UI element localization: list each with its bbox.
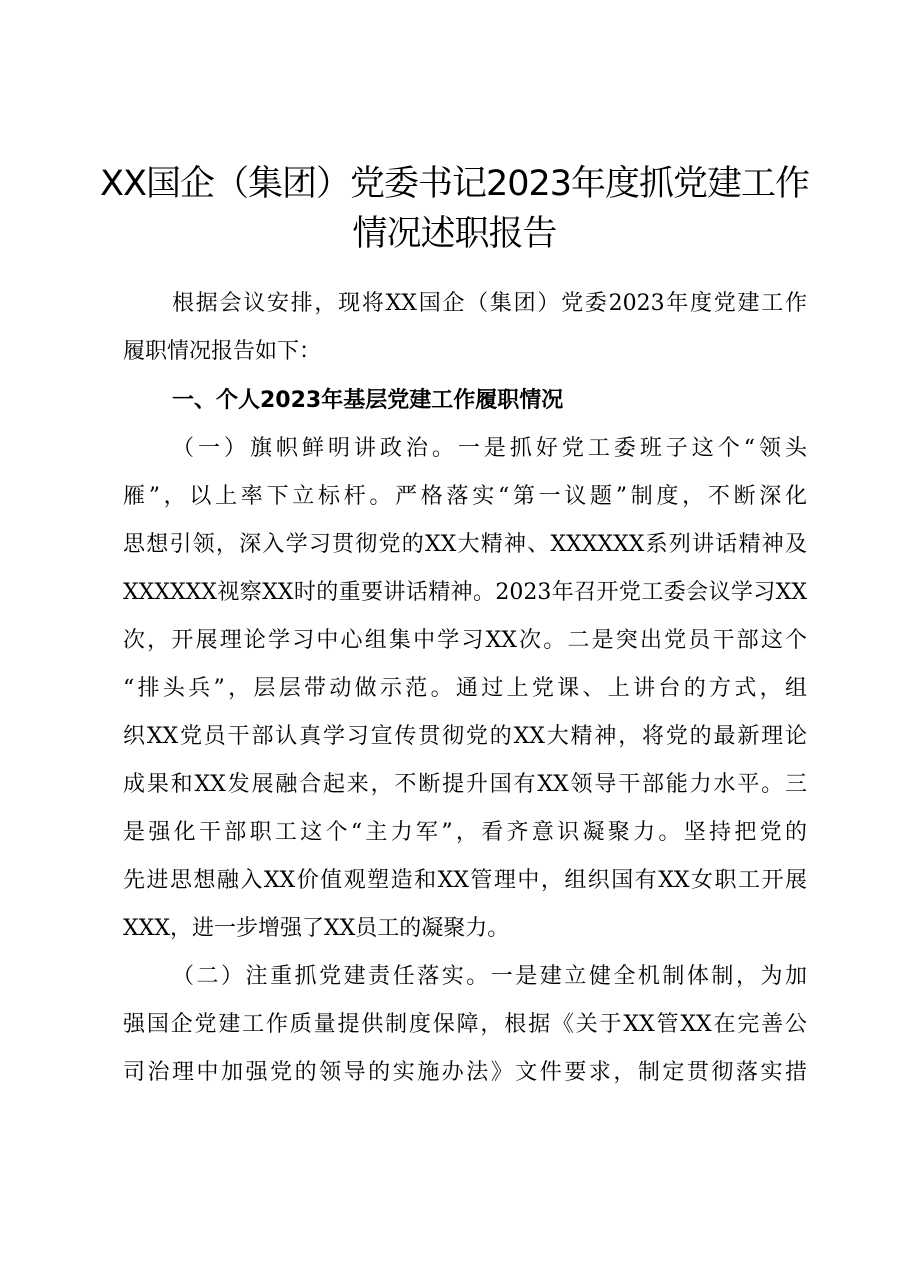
intro-paragraph-line: 履职情况报告如下： [123,339,322,364]
body-paragraph-line: 成果和XX发展融合起来，不断提升国有XX领导干部能力水平。三 [123,772,807,797]
body-paragraph-line: 先进思想融入XX价值观塑造和XX管理中，组织国有XX女职工开展 [123,868,807,893]
body-paragraph-line: （一）旗帜鲜明讲政治。一是抓好党工委班子这个“领头 [172,436,807,461]
intro-paragraph-line: 根据会议安排，现将XX国企（集团）党委2023年度党建工作 [172,291,807,316]
body-paragraph-line: 是强化干部职工这个“主力军”，看齐意识凝聚力。坚持把党的 [123,820,807,845]
document-title-line-2: 情况述职报告 [352,214,557,254]
body-paragraph-line: XXX，进一步增强了XX员工的凝聚力。 [123,916,510,941]
body-paragraph-line: “排头兵”，层层带动做示范。通过上党课、上讲台的方式，组 [123,676,807,701]
body-paragraph-line: 次，开展理论学习中心组集中学习XX次。二是突出党员干部这个 [123,628,807,653]
body-paragraph-line: XXXXXX视察XX时的重要讲话精神。2023年召开党工委会议学习XX [123,580,807,605]
document-title-line-1: XX国企（集团）党委书记2023年度抓党建工作 [100,164,810,204]
section-heading-1: 一、个人2023年基层党建工作履职情况 [172,388,564,413]
body-paragraph-line: 思想引领，深入学习贯彻党的XX大精神、XXXXXX系列讲话精神及 [123,532,807,557]
body-paragraph-line: 强国企党建工作质量提供制度保障，根据《关于XX管XX在完善公 [123,1012,807,1037]
body-paragraph-line: 司治理中加强党的领导的实施办法》文件要求，制定贯彻落实措 [123,1060,807,1085]
body-paragraph-line: 织XX党员干部认真学习宣传贯彻党的XX大精神，将党的最新理论 [123,724,807,749]
body-paragraph-line: （二）注重抓党建责任落实。一是建立健全机制体制，为加 [172,964,807,989]
body-paragraph-line: 雁”，以上率下立标杆。严格落实“第一议题”制度，不断深化 [123,484,807,509]
